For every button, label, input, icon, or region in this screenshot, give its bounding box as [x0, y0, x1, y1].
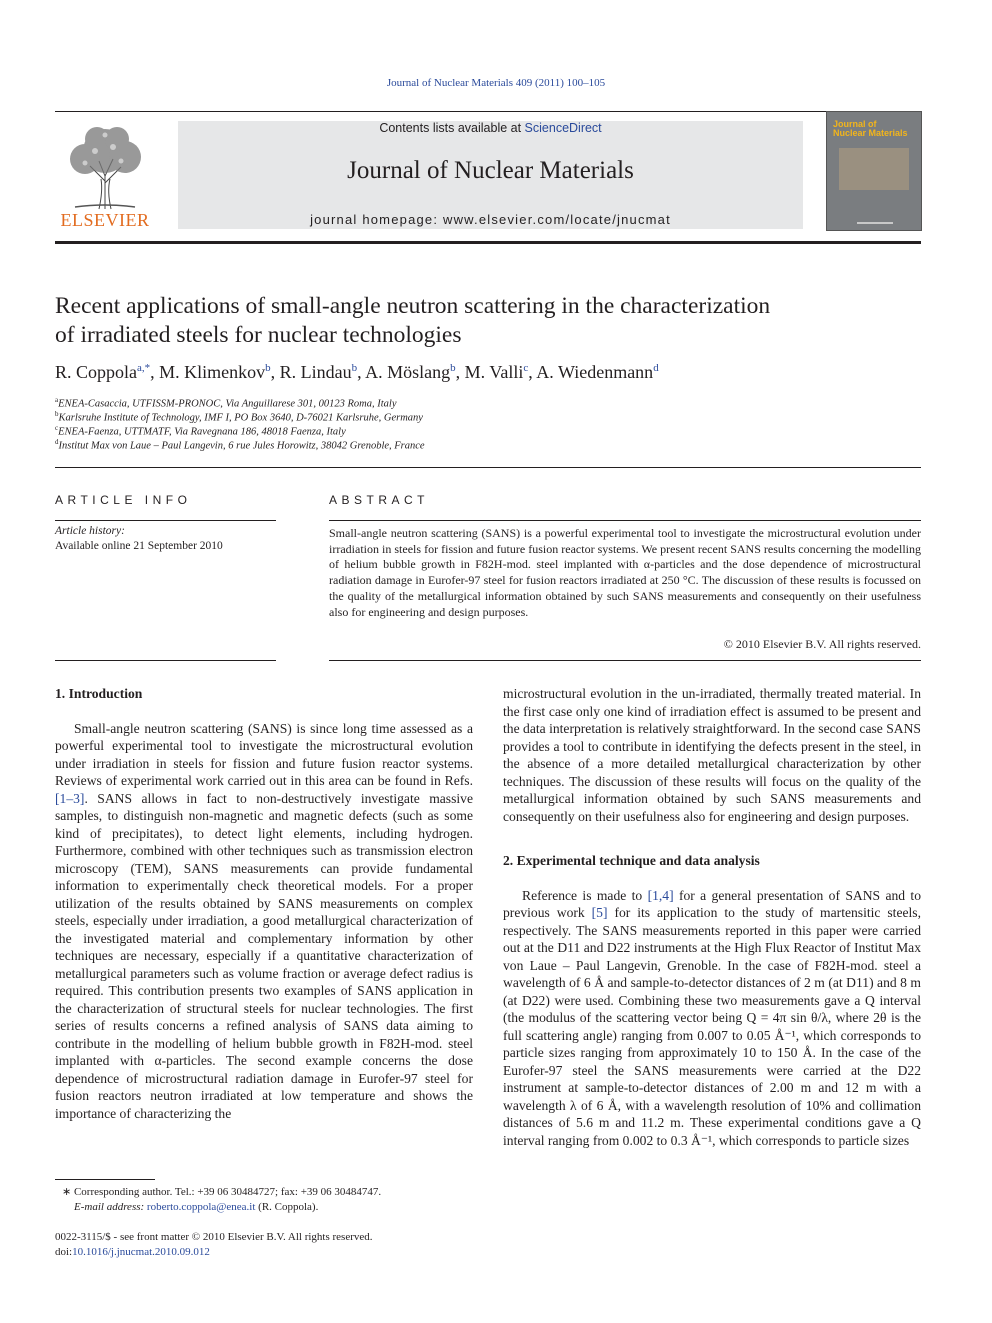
cover-title-line1: Journal of	[833, 119, 877, 129]
issn-line: 0022-3115/$ - see front matter © 2010 Elsevier B.V. All rights reserved.	[55, 1231, 373, 1243]
affiliation: $^d$Institut Max von Laue – Paul Langevin, 6 rue Jules Horowitz, 38042 Grenoble, France	[55, 438, 425, 452]
abstract-text: Small-angle neutron scattering (SANS) is a powerful experimental tool to investigate the microstructural evolution under irradiation in steels for fission and future fusion reactor systems. We present recent SANS results concerning the modelling of helium bubble growth in F82H-mod. steel implanted with α-particles and the dose dependence of microstructural radiation damage in Eurofer-97 steel for fusion reactors irradiated at 250 °C. The discussion of these results is focussed on the quality of the metallurgical information obtained by such SANS measurements and consequently on their usefulness also for engineering and design purposes.	[329, 526, 921, 619]
author-affil-marker[interactable]: a,*	[137, 362, 151, 374]
header-bottom-rule	[55, 241, 921, 244]
ref-link[interactable]: [5]	[591, 905, 608, 920]
author: A. Wiedenmann$^d$	[536, 362, 659, 382]
author: M. Valli$^c$,	[464, 362, 537, 382]
contents-line	[178, 121, 803, 135]
author-affil-marker[interactable]: b	[265, 362, 271, 374]
title-line2: of irradiated steels for nuclear technologies	[55, 322, 462, 348]
author-list	[55, 362, 659, 383]
sciencedirect-link[interactable]: ScienceDirect	[524, 121, 602, 135]
method-paragraph: Reference is made to [1,4] for a general presentation of SANS and to previous work [5] for its application to the study of martensitic steels, respectively. The SANS measurements reported in this paper were carried out at the D11 and D22 instruments at the High Flux Reactor of Institut Max von Laue – Paul Langevin, Grenoble. In the case of F82H-mod. steel a wavelength of 6 Å and sample-to-detector distances of 2 m (at D11) and 8 m (at D22) were used. Combining these two measurements gave a Q interval (the modulus of the scattering vector being Q = 4π sin θ/λ, where 2θ is the full scattering angle) ranging from 0.007 to 0.05 Å⁻¹, which corresponds to particle sizes ranging from approximately 10 to 150 Å. In the case of the Eurofer-97 steel the SANS measurements were carried at the D22 instrument at sample-to-detector distances of 2.00 m and 12 m with a wavelength λ of 6 Å, with a wavelength resolution of 10% and collimation distances of 5.6 m and 11.2 m. These experimental conditions gave a Q interval ranging from 0.002 to 0.3 Å⁻¹, which corresponds to particle sizes	[503, 887, 921, 1148]
intro-paragraph: Small-angle neutron scattering (SANS) is since long time assessed as a powerful experimental tool to investigate the microstructural evolution under irradiation in steels for fission and future fusion reactor systems. Reviews of experimental work carried out in this area can be found in Refs. [1–3]. SANS allows in fact to non-destructively investigate massive samples, to distinguish non-magnetic and magnetic defects (such as some kind of precipitates), to detect light elements, including hydrogen. Furthermore, combined with other techniques such as transmission electron microscopy (TEM), SANS measurements can provide fundamental information to experimentally check theoretical models. For a proper utilization of the results obtained by SANS measurements on complex steels, especially under irradiation, a good metallurgical characterization of the investigated material and complementary information by other techniques are necessary, especially if a quantitative characterization of metallurgical parameters such as volume fraction or average defect radius is required. This contribution presents two examples of SANS application in the characterization of structural steels for nuclear technologies. The first series of results concerns a refined analysis of SANS data aiming to contribute in the modelling of helium bubble growth in F82H-mod. steel implanted with α-particles. The second example concerns the dose dependence of microstructural radiation damage in Eurofer-97 steel for fusion reactors neutron irradiated at low temperature and shows the importance of characterizing the	[55, 720, 473, 1121]
ref-link[interactable]: [1–3]	[55, 790, 85, 806]
ref-link[interactable]: [1,4]	[647, 887, 674, 903]
doi-link[interactable]: 10.1016/j.jnucmat.2010.09.012	[72, 1246, 210, 1258]
corresponding-author-note: ∗ Corresponding author. Tel.: +39 06 30484727; fax: +39 06 30484747.	[62, 1186, 382, 1198]
doi-line: doi:10.1016/j.jnucmat.2010.09.012	[55, 1246, 210, 1258]
affiliation: $^a$ENEA-Casaccia, UTFISSM-PRONOC, Via Anguillarese 301, 00123 Roma, Italy	[55, 396, 397, 410]
intro-paragraph-continued: microstructural evolution in the un-irradiated, thermally treated material. In the first case only one kind of irradiation effect is assumed to be present and the data interpretation is relatively straightforward. In the second case SANS provides a tool to contribute in identifying the defects present in the steel, in the absence of a more detailed metallurgical characterization by other techniques. The discussion of these results will focus on the quality of the metallurgical information obtained by such SANS measurements and consequently on their usefulness also for engineering and design purposes.	[503, 686, 921, 824]
cover-title-line2: Nuclear Materials	[833, 128, 908, 138]
abstract-heading: ABSTRACT	[329, 493, 430, 507]
affiliation: $^b$Karlsruhe Institute of Technology, IMF I, PO Box 3640, D-76021 Karlsruhe, Germany	[55, 410, 423, 424]
email-note: E-mail address: roberto.coppola@enea.it (R. Coppola).	[74, 1201, 319, 1213]
affiliation: $^c$ENEA-Faenza, UTTMATF, Via Ravegnana 186, 48018 Faenza, Italy	[55, 424, 346, 438]
title-line1: Recent applications of small-angle neutron scattering in the characterization	[55, 293, 771, 319]
author: R. Lindau$^b$,	[279, 362, 366, 382]
header-top-rule	[55, 111, 921, 112]
article-title	[55, 292, 935, 350]
cover-title	[833, 120, 908, 138]
footnote-rule	[55, 1179, 155, 1180]
right-column	[503, 685, 921, 1149]
article-info-rule	[55, 520, 276, 521]
article-history-label: Article history:	[55, 525, 125, 537]
abstract-copyright: © 2010 Elsevier B.V. All rights reserved.	[723, 637, 921, 651]
author-affil-marker[interactable]: b	[450, 362, 456, 374]
author: M. Klimenkov$^b$,	[159, 362, 280, 382]
email-link[interactable]: roberto.coppola@enea.it	[146, 1201, 256, 1213]
section-1-heading: 1. Introduction	[55, 686, 143, 701]
author-affil-marker[interactable]: b	[351, 362, 358, 374]
elsevier-tree-icon	[55, 121, 155, 211]
affiliation-rule	[55, 467, 921, 468]
author: A. Möslang$^b$,	[365, 362, 465, 382]
left-column	[55, 685, 473, 1122]
author-affil-marker[interactable]: c	[523, 362, 529, 374]
abstract-rule	[329, 520, 921, 521]
section-2-heading: 2. Experimental technique and data analysis	[503, 853, 760, 868]
article-info-bottom-rule	[55, 660, 276, 661]
cover-footer-mark	[857, 222, 893, 224]
author: R. Coppola$^{a,*}$,	[55, 362, 160, 382]
journal-cover-thumbnail[interactable]	[826, 111, 922, 231]
journal-title: Journal of Nuclear Materials	[347, 157, 634, 184]
abstract-bottom-rule	[329, 660, 921, 661]
article-info-heading: ARTICLE INFO	[55, 493, 192, 507]
elsevier-wordmark: ELSEVIER	[60, 210, 150, 230]
cover-photo	[839, 148, 909, 190]
journal-citation[interactable]: Journal of Nuclear Materials 409 (2011) 100–105	[386, 77, 606, 89]
author-affil-marker[interactable]: d	[653, 362, 659, 374]
article-history-value: Available online 21 September 2010	[55, 540, 223, 552]
journal-homepage[interactable]: journal homepage: www.elsevier.com/locate/jnucmat	[310, 212, 671, 227]
contents-prefix: Contents lists available at	[379, 121, 525, 135]
